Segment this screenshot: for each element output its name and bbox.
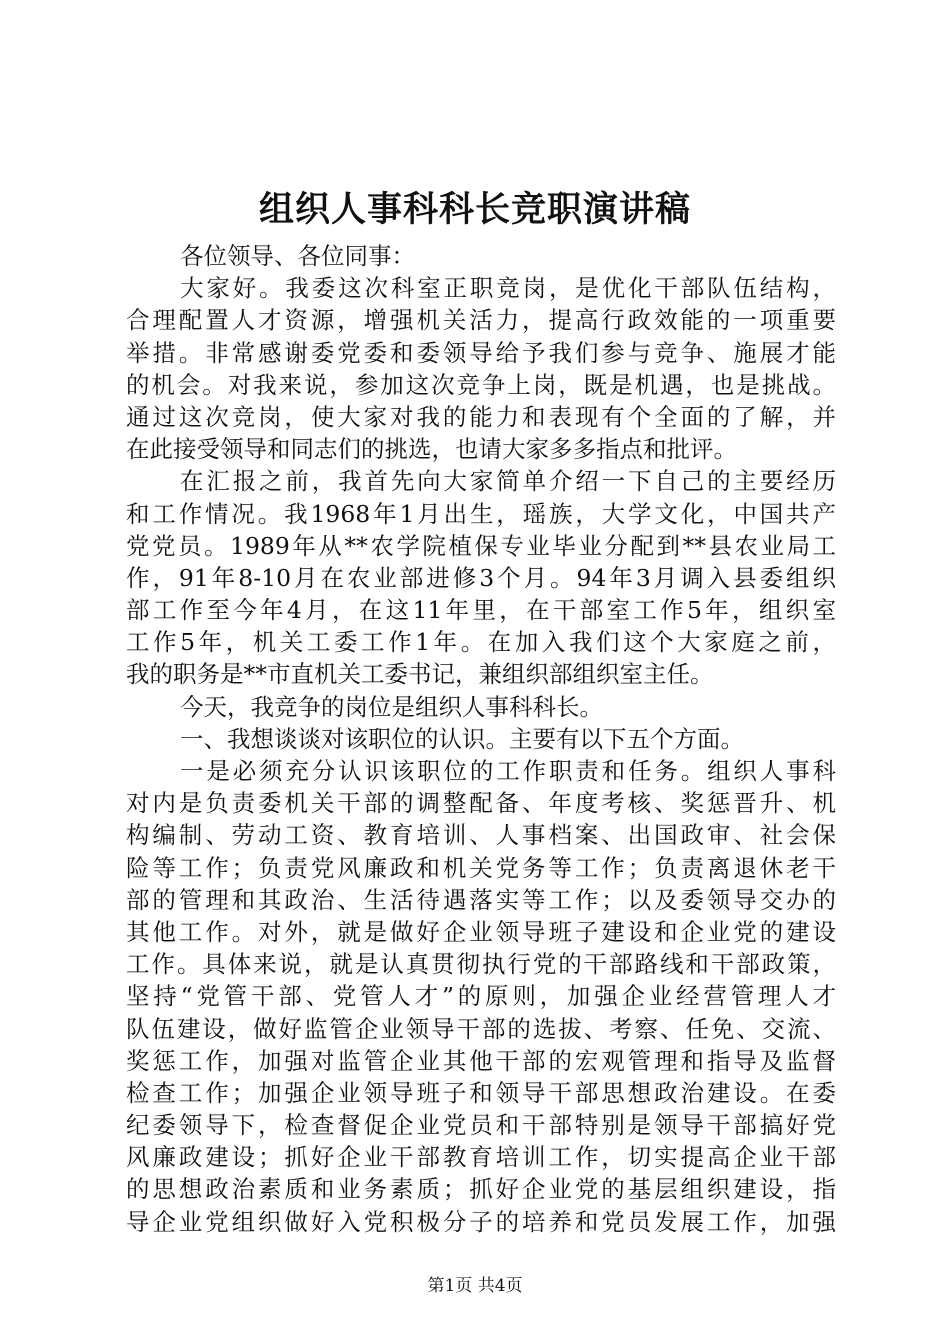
- text-line: 作，91年8-10月在农业部进修3个月。94年3月调入县委组织: [126, 563, 836, 592]
- salutation-line: 各位领导、各位同事：: [180, 242, 415, 270]
- text-line: 奖惩工作，加强对监管企业其他干部的宏观管理和指导及监督: [126, 1046, 836, 1075]
- text-line: 工作5年，机关工委工作1年。在加入我们这个大家庭之前，: [126, 628, 836, 657]
- text-line: 和工作情况。我1968年1月出生，瑶族，大学文化，中国共产: [126, 499, 836, 528]
- text-line: 在此接受领导和同志们的挑选，也请大家多多指点和批评。: [126, 435, 737, 464]
- text-line: 举措。非常感谢委党委和委领导给予我们参与竞争、施展才能: [126, 338, 836, 367]
- document-body: [126, 240, 836, 1238]
- text-line: 对内是负责委机关干部的调整配备、年度考核、奖惩晋升、机: [126, 789, 836, 818]
- text-line: 工作。具体来说，就是认真贯彻执行党的干部路线和干部政策，: [126, 950, 836, 979]
- text-line: 我的职务是**市直机关工委书记，兼组织部组织室主任。: [126, 660, 714, 689]
- text-line: 部的管理和其政治、生活待遇落实等工作；以及委领导交办的: [126, 885, 836, 914]
- text-line: 党党员。1989年从**农学院植保专业毕业分配到**县农业局工: [126, 531, 836, 560]
- text-line: 的机会。对我来说，参加这次竞争上岗，既是机遇，也是挑战。: [126, 370, 836, 399]
- text-line: 的思想政治素质和业务素质；抓好企业党的基层组织建设，指: [126, 1175, 836, 1204]
- text-line: 在汇报之前，我首先向大家简单介绍一下自己的主要经历: [180, 467, 836, 496]
- text-line: 大家好。我委这次科室正职竞岗，是优化干部队伍结构，: [180, 274, 836, 303]
- text-line: 坚持“党管干部、党管人才”的原则，加强企业经营管理人才: [126, 982, 836, 1011]
- document-title: 组织人事科科长竞职演讲稿: [258, 189, 691, 230]
- text-line: 构编制、劳动工资、教育培训、人事档案、出国政审、社会保: [126, 821, 836, 850]
- text-line: 合理配置人才资源，增强机关活力，提高行政效能的一项重要: [126, 306, 836, 335]
- text-line: 部工作至今年4月，在这11年里，在干部室工作5年，组织室: [126, 596, 836, 625]
- text-line: 队伍建设，做好监管企业领导干部的选拔、考察、任免、交流、: [126, 1014, 836, 1043]
- text-line: 检查工作；加强企业领导班子和领导干部思想政治建设。在委: [126, 1078, 836, 1107]
- page-number-footer: 第1页 共4页: [427, 1276, 523, 1296]
- text-line: 今天，我竞争的岗位是组织人事科科长。: [180, 692, 603, 721]
- text-line: 险等工作；负责党风廉政和机关党务等工作；负责离退休老干: [126, 853, 836, 882]
- text-line: 通过这次竞岗，使大家对我的能力和表现有个全面的了解，并: [126, 402, 836, 431]
- text-line: 导企业党组织做好入党积极分子的培养和党员发展工作，加强: [126, 1207, 836, 1236]
- text-line: 风廉政建设；抓好企业干部教育培训工作，切实提高企业干部: [126, 1143, 836, 1172]
- text-line: 纪委领导下，检查督促企业党员和干部特别是领导干部搞好党: [126, 1111, 836, 1140]
- text-line: 其他工作。对外，就是做好企业领导班子建设和企业党的建设: [126, 917, 836, 946]
- section-heading-line: 一、我想谈谈对该职位的认识。主要有以下五个方面。: [180, 724, 744, 753]
- text-line: 一是必须充分认识该职位的工作职责和任务。组织人事科: [180, 757, 836, 785]
